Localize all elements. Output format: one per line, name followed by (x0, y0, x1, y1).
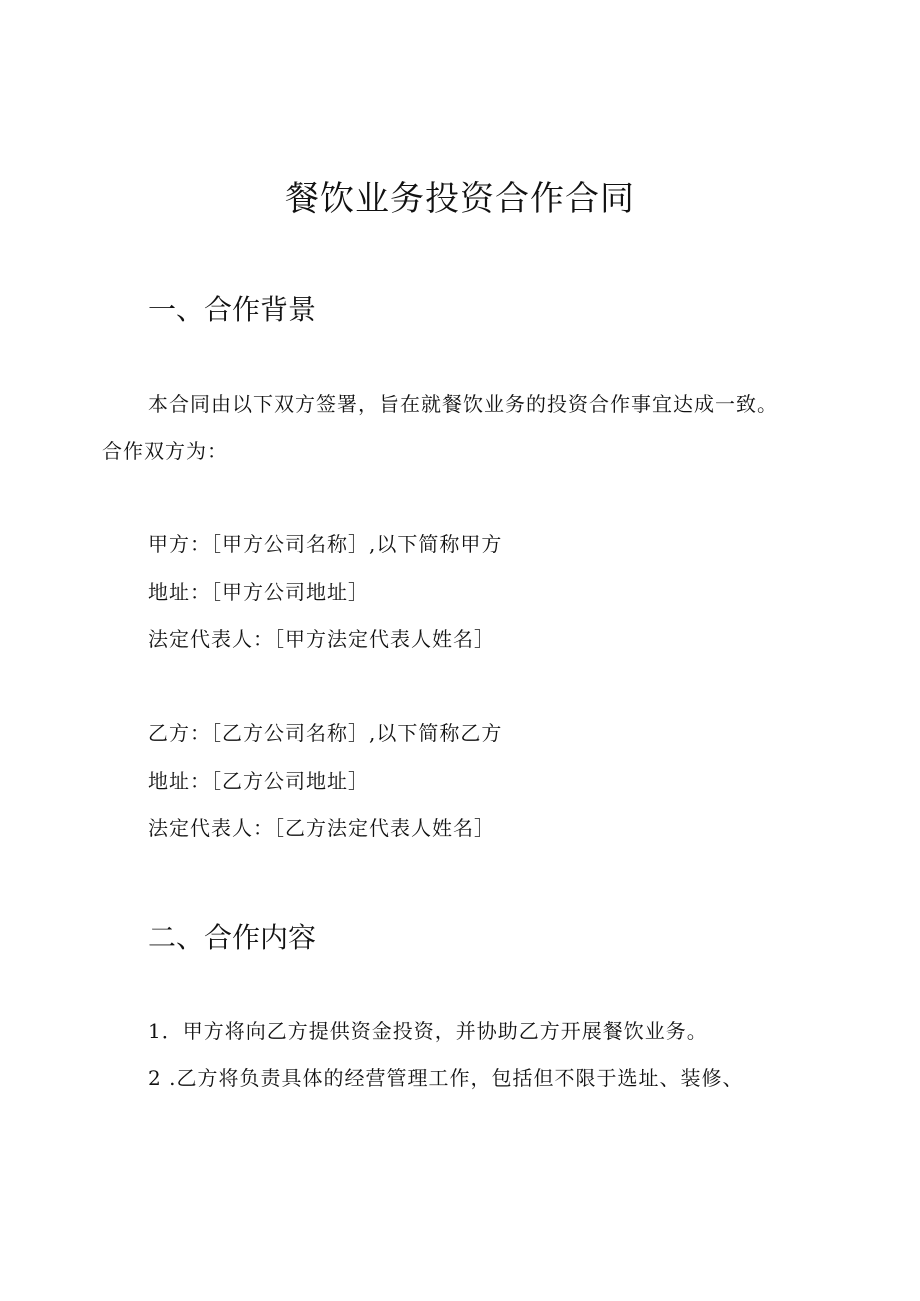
party-b-representative: 法定代表人：［乙方法定代表人姓名］ (148, 816, 495, 840)
party-a-name: 甲方：［甲方公司名称］,以下简称甲方 (148, 532, 503, 556)
party-b-address: 地址：［乙方公司地址］ (148, 769, 369, 793)
intro-paragraph-line-2: 合作双方为： (102, 439, 228, 463)
party-b-name: 乙方：［乙方公司名称］,以下简称乙方 (148, 721, 503, 745)
intro-paragraph-line-1: 本合同由以下双方签署，旨在就餐饮业务的投资合作事宜达成一致。 (148, 392, 778, 416)
party-a-address: 地址：［甲方公司地址］ (148, 580, 369, 604)
section-heading-content: 二、合作内容 (148, 921, 317, 954)
content-item-1: 1．甲方将向乙方提供资金投资，并协助乙方开展餐饮业务。 (148, 1019, 708, 1043)
party-a-representative: 法定代表人：［甲方法定代表人姓名］ (148, 627, 495, 651)
section-heading-background: 一、合作背景 (148, 293, 317, 326)
content-item-2: 2 .乙方将负责具体的经营管理工作，包括但不限于选址、装修、 (148, 1066, 744, 1090)
document-title: 餐饮业务投资合作合同 (285, 179, 635, 219)
